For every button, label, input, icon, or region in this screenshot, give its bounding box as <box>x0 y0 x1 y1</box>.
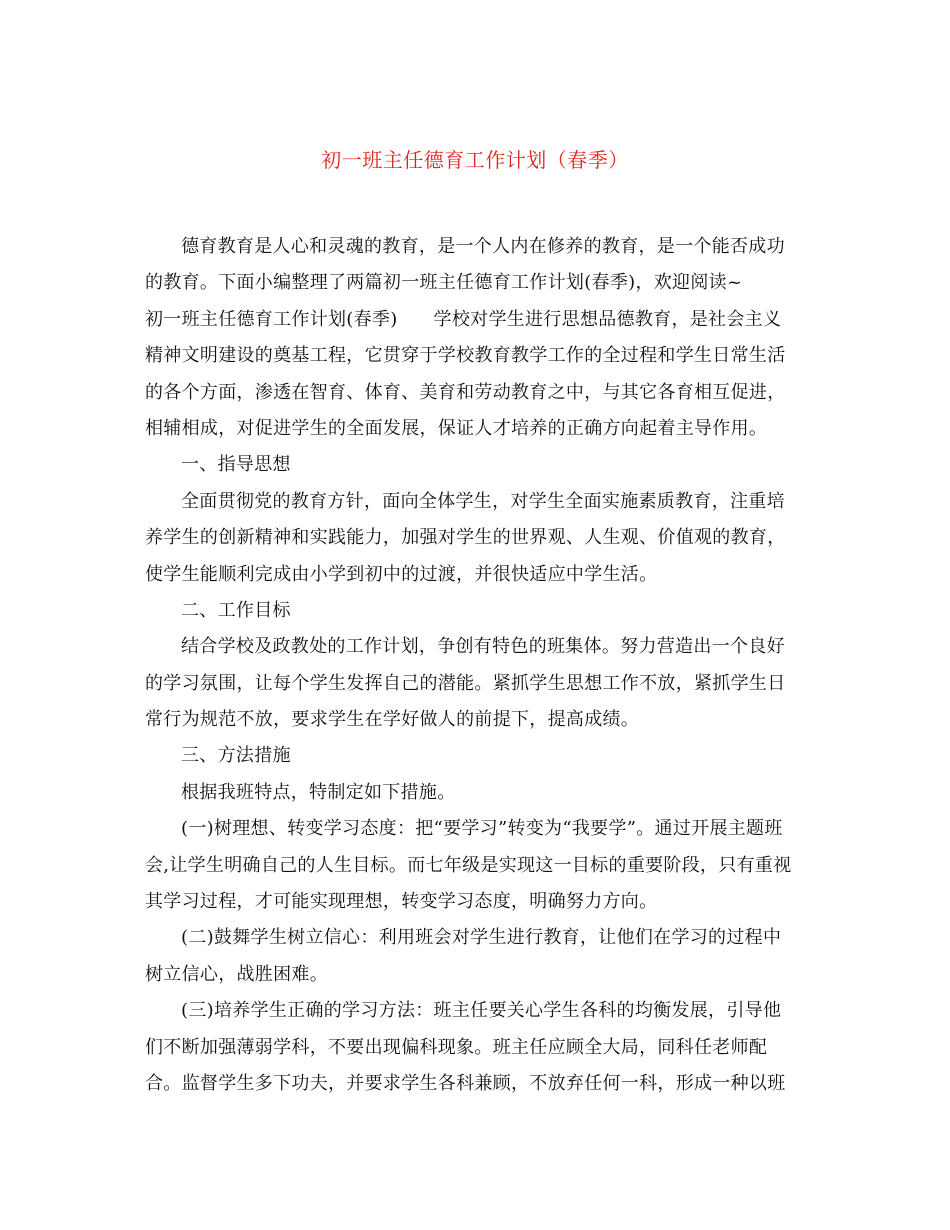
paragraph-line: 精神文明建设的奠基工程，它贯穿于学校教育教学工作的全过程和学生日常生活 <box>145 345 786 367</box>
paragraph-line: 养学生的创新精神和实践能力，加强对学生的世界观、人生观、价值观的教育， <box>145 527 786 549</box>
paragraph-line <box>145 302 810 338</box>
section-heading: 二、工作目标 <box>181 599 291 621</box>
paragraph-line: 根据我班特点，特制定如下措施。 <box>181 781 456 803</box>
inline-heading: 初一班主任德育工作计划(春季) <box>145 308 398 330</box>
paragraph-line: (一)树理想、转变学习态度：把“要学习”转变为“我要学”。通过开展主题班 <box>181 818 783 840</box>
document-body <box>145 229 810 1102</box>
paragraph-line: 合。监督学生多下功夫，并要求学生各科兼顾，不放弃任何一科，形成一种以班 <box>145 1072 786 1094</box>
paragraph-line: (二)鼓舞学生树立信心：利用班会对学生进行教育，让他们在学习的过程中 <box>181 927 782 949</box>
section-heading: 一、指导思想 <box>181 454 291 476</box>
paragraph-line: 的教育。下面小编整理了两篇初一班主任德育工作计划(春季)，欢迎阅读~ <box>145 272 743 294</box>
section-heading: 三、方法措施 <box>181 745 291 767</box>
paragraph-line: 全面贯彻党的教育方针，面向全体学生，对学生全面实施素质教育，注重培 <box>181 490 785 512</box>
paragraph-line: 们不断加强薄弱学科，不要出现偏科现象。班主任应顾全大局，同科任老师配 <box>145 1036 768 1058</box>
paragraph-line: 常行为规范不放，要求学生在学好做人的前提下，提高成绩。 <box>145 709 640 731</box>
paragraph-line: 会,让学生明确自己的人生目标。而七年级是实现这一目标的重要阶段，只有重视 <box>145 854 792 876</box>
paragraph-line: 树立信心，战胜困难。 <box>145 963 328 985</box>
paragraph-line-text: 学校对学生进行思想品德教育，是社会主义 <box>433 308 782 330</box>
paragraph-line: (三)培养学生正确的学习方法：班主任要关心学生各科的均衡发展，引导他 <box>181 1000 782 1022</box>
paragraph-line: 结合学校及政教处的工作计划，争创有特色的班集体。努力营造出一个良好 <box>181 636 785 658</box>
paragraph-line: 其学习过程，才可能实现理想，转变学习态度，明确努力方向。 <box>145 891 658 913</box>
document-title: 初一班主任德育工作计划（春季） <box>321 148 629 172</box>
paragraph-line: 相辅相成，对促进学生的全面发展，保证人才培养的正确方向起着主导作用。 <box>145 417 768 439</box>
paragraph-line: 的学习氛围，让每个学生发挥自己的潜能。紧抓学生思想工作不放，紧抓学生日 <box>145 672 786 694</box>
paragraph-line: 使学生能顺利完成由小学到初中的过渡，并很快适应中学生活。 <box>145 563 658 585</box>
paragraph-line: 的各个方面，渗透在智育、体育、美育和劳动教育之中，与其它各育相互促进， <box>145 381 786 403</box>
paragraph-line: 德育教育是人心和灵魂的教育，是一个人内在修养的教育，是一个能否成功 <box>181 236 785 257</box>
